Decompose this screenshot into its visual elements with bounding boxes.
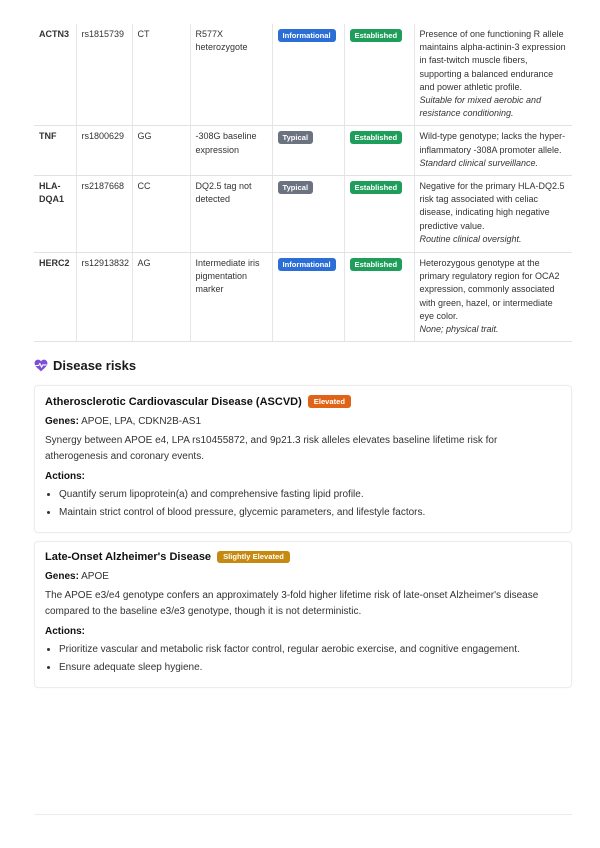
category-badge: Informational [278,258,336,271]
category-badge: Informational [278,29,336,42]
gene-cell: HLA-DQA1 [34,176,76,253]
category-cell [272,253,344,342]
table-row [34,24,572,126]
category-badge: Typical [278,181,314,194]
description-cell [414,253,572,342]
evidence-cell [344,24,414,126]
interpretation-cell: Intermediate iris pigmentation marker [190,253,272,342]
description-text: Wild-type genotype; lacks the hyper-inflammatory -308A promoter allele. [419,131,566,155]
description-text: Heterozygous genotype at the primary regulatory region for OCA2 expression, commonly associated with green, hazel, or intermediate eye color. [419,258,560,321]
disease-summary: The APOE e3/e4 genotype confers an approximately 3-fold higher lifetime risk of late-onset Alzheimer's disease compared to the baseline e3/e3 genotype, though it is not deterministic. [45,590,539,618]
genotype-cell: GG [132,126,190,176]
risk-badge: Elevated [308,395,351,408]
disease-summary: Synergy between APOE e4, LPA rs10455872, and 9p21.3 risk alleles elevates baseline lifetime risk for atherogenesis and coronary events. [45,434,498,462]
actions-list [45,641,561,677]
description-note: Suitable for mixed aerobic and resistance conditioning. [419,95,542,119]
category-cell [272,24,344,126]
action-item: • Ensure adequate sleep hygiene. [59,659,561,677]
interpretation-cell: R577X heterozygote [190,24,272,126]
report-page [34,24,572,696]
evidence-badge: Established [350,131,403,144]
variant-table [34,24,572,342]
disease-title: Late-Onset Alzheimer's Disease [45,551,212,563]
gene-cell: HERC2 [34,253,76,342]
disease-card [34,385,572,533]
action-item: • Quantify serum lipoprotein(a) and comprehensive fasting lipid profile. [59,486,561,504]
genes-line [45,571,561,582]
interpretation-cell: DQ2.5 tag not detected [190,176,272,253]
category-badge: Typical [278,131,314,144]
evidence-cell [344,126,414,176]
genotype-cell: CC [132,176,190,253]
action-item: • Prioritize vascular and metabolic risk factor control, regular aerobic exercise, and cognitive engagement. [59,641,561,659]
genes-line [45,416,561,427]
rsid-cell: rs1815739 [76,24,132,126]
interpretation-cell: -308G baseline expression [190,126,272,176]
description-note: Routine clinical oversight. [419,233,522,244]
evidence-badge: Established [350,29,403,42]
description-note: Standard clinical surveillance. [419,157,539,168]
description-cell [414,24,572,126]
rsid-cell: rs2187668 [76,176,132,253]
genes-value: APOE [81,571,109,583]
actions-label: Actions: [45,626,85,638]
table-row [34,126,572,176]
evidence-badge: Established [350,258,403,271]
disease-card [34,541,572,689]
disease-title: Atherosclerotic Cardiovascular Disease (ASCVD) [45,395,302,408]
disease-risks-header [34,358,572,373]
genotype-cell: AG [132,253,190,342]
gene-cell: TNF [34,126,76,176]
genes-label: Genes: [45,571,79,583]
description-cell [414,176,572,253]
description-text: Presence of one functioning R allele maintains alpha-actinin-3 expression in fast-twitch muscle fibers, supporting a balanced endurance and power athletic profile. [419,29,566,92]
risk-badge: Slightly Elevated [217,551,290,564]
evidence-badge: Established [350,181,403,194]
gene-cell: ACTN3 [34,24,76,126]
footer-divider [34,814,572,815]
actions-list [45,486,561,522]
actions-label: Actions: [45,470,85,482]
action-item: • Maintain strict control of blood pressure, glycemic parameters, and lifestyle factors. [59,504,561,522]
evidence-cell [344,176,414,253]
evidence-cell [344,253,414,342]
genes-value: APOE, LPA, CDKN2B-AS1 [81,415,201,427]
genotype-cell: CT [132,24,190,126]
genes-label: Genes: [45,415,79,427]
section-title: Disease risks [53,358,137,374]
category-cell [272,126,344,176]
rsid-cell: rs12913832 [76,253,132,342]
description-note: None; physical trait. [419,324,499,335]
category-cell [272,176,344,253]
description-cell [414,126,572,176]
description-text: Negative for the primary HLA-DQ2.5 risk tag associated with celiac disease, indicating high negative predictive value. [419,181,565,231]
table-row [34,253,572,342]
rsid-cell: rs1800629 [76,126,132,176]
table-row [34,176,572,253]
heart-pulse-icon [34,359,48,372]
